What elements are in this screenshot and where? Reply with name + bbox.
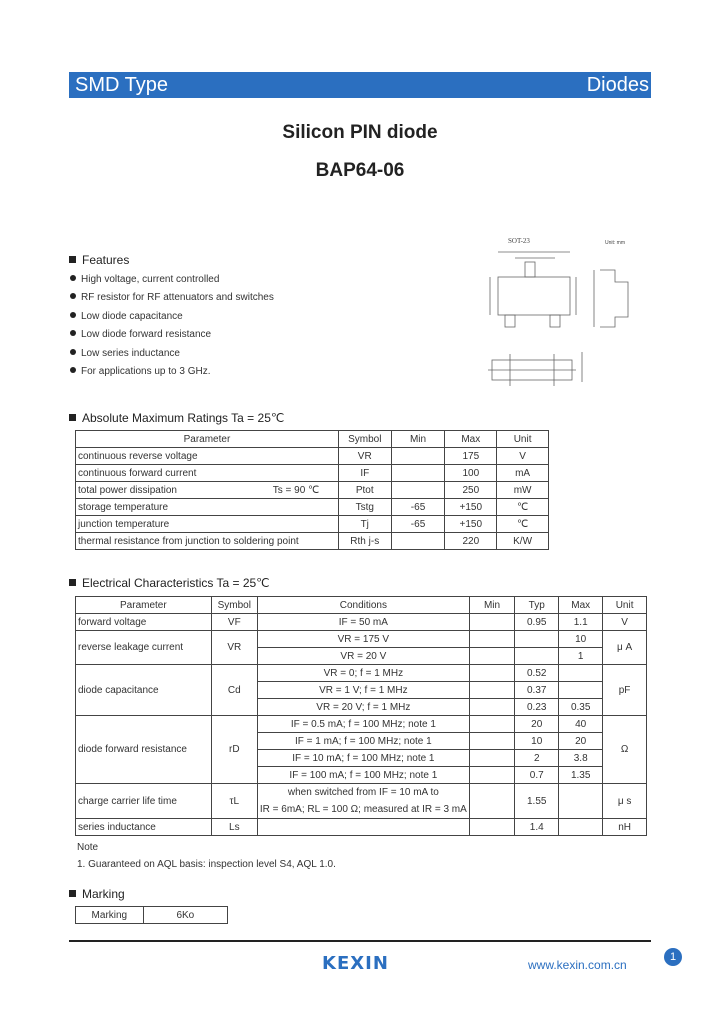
table-cell (515, 648, 559, 665)
table-cell: K/W (497, 533, 549, 550)
table-cell: VR = 175 V (257, 631, 469, 648)
table-cell: τL (211, 784, 257, 819)
table-cell (391, 465, 445, 482)
table-cell: junction temperature (76, 516, 339, 533)
note-title: Note (77, 842, 99, 853)
col-header: Min (391, 431, 445, 448)
table-cell: when switched from IF = 10 mA to IR = 6mA; RL = 100 Ω; measured at IR = 3 mA (257, 784, 469, 819)
table-cell: VR = 20 V; f = 1 MHz (257, 699, 469, 716)
table-cell: Cd (211, 665, 257, 716)
table-cell: IF = 100 mA; f = 100 MHz; note 1 (257, 767, 469, 784)
table-cell: storage temperature (76, 499, 339, 516)
table-cell (257, 819, 469, 836)
table-cell (515, 631, 559, 648)
table-cell: V (603, 614, 647, 631)
table-row (76, 819, 647, 836)
svg-text:SOT-23: SOT-23 (508, 237, 530, 245)
table-cell (469, 614, 514, 631)
table-cell: 1.1 (559, 614, 603, 631)
table-cell: Ω (603, 716, 647, 784)
feature-item: Low series inductance (70, 348, 180, 359)
table-cell: IF = 10 mA; f = 100 MHz; note 1 (257, 750, 469, 767)
table-cell (469, 682, 514, 699)
table-cell: μ s (603, 784, 647, 819)
table-cell (469, 767, 514, 784)
table-cell: 0.23 (515, 699, 559, 716)
table-cell: 1.4 (515, 819, 559, 836)
note-text: 1. Guaranteed on AQL basis: inspection level S4, AQL 1.0. (77, 859, 336, 870)
col-header: Max (445, 431, 497, 448)
marking-table (75, 906, 228, 924)
table-header-row (76, 597, 647, 614)
table-cell: ℃ (497, 499, 549, 516)
abs-max-heading: Absolute Maximum Ratings Ta = 25℃ (69, 411, 284, 425)
table-cell: VR (211, 631, 257, 665)
table-header-row (76, 431, 549, 448)
marking-heading: Marking (69, 887, 125, 901)
table-cell: rD (211, 716, 257, 784)
elec-heading: Electrical Characteristics Ta = 25℃ (69, 576, 270, 590)
page-number: 1 (664, 948, 682, 966)
table-cell: 220 (445, 533, 497, 550)
table-cell: charge carrier life time (76, 784, 212, 819)
table-cell: Ls (211, 819, 257, 836)
table-cell: continuous forward current (76, 465, 339, 482)
table-cell: -65 (391, 499, 445, 516)
elec-table (75, 596, 647, 836)
table-cell: diode forward resistance (76, 716, 212, 784)
table-cell: pF (603, 665, 647, 716)
footer-divider (69, 940, 651, 942)
table-cell: thermal resistance from junction to soldering point (76, 533, 339, 550)
table-cell (469, 665, 514, 682)
svg-text:Unit: mm: Unit: mm (605, 240, 625, 246)
table-row (76, 784, 647, 819)
table-cell: 3.8 (559, 750, 603, 767)
table-cell: mW (497, 482, 549, 499)
table-cell: μ A (603, 631, 647, 665)
col-header: Min (469, 597, 514, 614)
table-cell (391, 482, 445, 499)
table-cell: 1 (559, 648, 603, 665)
table-cell: Tj (338, 516, 391, 533)
table-cell: continuous reverse voltage (76, 448, 339, 465)
table-cell: 0.35 (559, 699, 603, 716)
table-cell (391, 533, 445, 550)
table-cell: +150 (445, 516, 497, 533)
col-header: Max (559, 597, 603, 614)
table-row (76, 665, 647, 682)
table-cell: 2 (515, 750, 559, 767)
header-right: Diodes (586, 74, 649, 96)
col-header: Parameter (76, 431, 339, 448)
feature-item: Low diode capacitance (70, 311, 183, 322)
table-cell: 0.95 (515, 614, 559, 631)
table-cell: ℃ (497, 516, 549, 533)
table-cell (469, 819, 514, 836)
footer-url[interactable]: www.kexin.com.cn (528, 958, 627, 972)
table-cell: IF = 1 mA; f = 100 MHz; note 1 (257, 733, 469, 750)
table-row (76, 465, 549, 482)
table-cell: VR = 1 V; f = 1 MHz (257, 682, 469, 699)
table-cell (469, 631, 514, 648)
feature-item: Low diode forward resistance (70, 329, 211, 340)
feature-item: For applications up to 3 GHz. (70, 366, 211, 377)
table-cell (559, 665, 603, 682)
table-cell (559, 784, 603, 819)
table-cell: 1.55 (515, 784, 559, 819)
table-cell: 6Ko (143, 907, 227, 924)
table-cell: series inductance (76, 819, 212, 836)
table-cell: 100 (445, 465, 497, 482)
table-cell: diode capacitance (76, 665, 212, 716)
table-row (76, 631, 647, 648)
feature-item: High voltage, current controlled (70, 274, 219, 285)
package-outline-svg (470, 232, 650, 412)
header-left: SMD Type (75, 74, 168, 96)
table-cell: V (497, 448, 549, 465)
table-row (76, 716, 647, 733)
table-cell (469, 699, 514, 716)
col-header: Conditions (257, 597, 469, 614)
table-cell (469, 648, 514, 665)
table-cell: 20 (559, 733, 603, 750)
col-header: Typ (515, 597, 559, 614)
table-cell: Ts = 90 ℃ (254, 482, 338, 499)
table-cell: VR = 20 V (257, 648, 469, 665)
table-cell (469, 784, 514, 819)
table-cell: 10 (515, 733, 559, 750)
package-drawing (470, 232, 650, 412)
table-cell (391, 448, 445, 465)
kexin-logo: KEXIN (322, 953, 389, 974)
col-header: Symbol (211, 597, 257, 614)
table-cell: +150 (445, 499, 497, 516)
table-cell (469, 750, 514, 767)
table-cell: IF = 0.5 mA; f = 100 MHz; note 1 (257, 716, 469, 733)
col-header: Parameter (76, 597, 212, 614)
table-cell: Rth j-s (338, 533, 391, 550)
table-cell: 250 (445, 482, 497, 499)
table-cell: VR = 0; f = 1 MHz (257, 665, 469, 682)
table-cell: total power dissipation (76, 482, 255, 499)
col-header: Symbol (338, 431, 391, 448)
table-cell: mA (497, 465, 549, 482)
table-cell: VF (211, 614, 257, 631)
table-cell (559, 819, 603, 836)
table-cell: 1.35 (559, 767, 603, 784)
abs-max-table (75, 430, 549, 550)
table-cell: reverse leakage current (76, 631, 212, 665)
table-row (76, 499, 549, 516)
features-heading: Features (69, 253, 129, 267)
table-row (76, 516, 549, 533)
table-cell: nH (603, 819, 647, 836)
table-cell: 0.37 (515, 682, 559, 699)
table-cell: 0.7 (515, 767, 559, 784)
col-header: Unit (603, 597, 647, 614)
table-cell: 0.52 (515, 665, 559, 682)
table-cell: 175 (445, 448, 497, 465)
table-cell (469, 716, 514, 733)
table-cell: -65 (391, 516, 445, 533)
table-row (76, 907, 228, 924)
header-banner (69, 72, 651, 98)
table-row (76, 614, 647, 631)
table-cell (469, 733, 514, 750)
table-cell: Ptot (338, 482, 391, 499)
table-cell: 10 (559, 631, 603, 648)
table-cell (559, 682, 603, 699)
table-cell: IF = 50 mA (257, 614, 469, 631)
table-cell: 40 (559, 716, 603, 733)
table-row (76, 533, 549, 550)
feature-item: RF resistor for RF attenuators and switches (70, 292, 274, 303)
table-row (76, 448, 549, 465)
table-cell: VR (338, 448, 391, 465)
part-number: BAP64-06 (315, 160, 405, 181)
table-cell: 20 (515, 716, 559, 733)
table-cell: Tstg (338, 499, 391, 516)
col-header: Unit (497, 431, 549, 448)
table-cell: forward voltage (76, 614, 212, 631)
page-title: Silicon PIN diode (282, 122, 438, 143)
table-cell: IF (338, 465, 391, 482)
table-cell: Marking (76, 907, 144, 924)
table-row (76, 482, 549, 499)
